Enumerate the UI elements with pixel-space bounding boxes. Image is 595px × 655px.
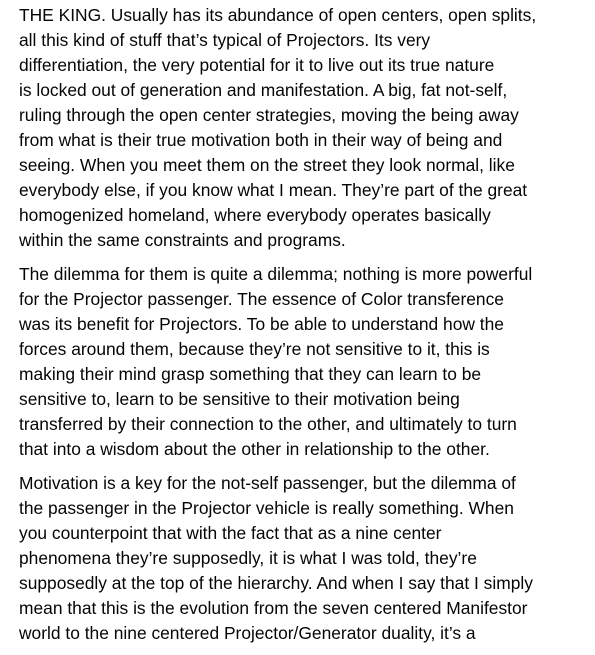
- text-line: ruling through the open center strategies, moving the being away: [19, 105, 519, 125]
- text-line: sensitive to, learn to be sensitive to their motivation being: [19, 389, 460, 409]
- text-line: The dilemma for them is quite a dilemma; nothing is more powerful: [19, 264, 533, 284]
- text-line: forces around them, because they’re not sensitive to it, this is: [19, 339, 490, 359]
- text-line: THE KING. Usually has its abundance of open centers, open splits,: [19, 5, 537, 25]
- text-line: homogenized homeland, where everybody operates basically: [19, 205, 491, 225]
- text-line: world to the nine centered Projector/Generator duality, it’s a: [19, 623, 476, 643]
- text-line: supposedly at the top of the hierarchy. And when I say that I simply: [19, 573, 533, 593]
- post-body: [19, 3, 589, 655]
- text-line: for the Projector passenger. The essence of Color transference: [19, 289, 504, 309]
- text-line: you counterpoint that with the fact that as a nine center: [19, 523, 442, 543]
- paragraph-2: [19, 262, 589, 462]
- text-line: all this kind of stuff that’s typical of Projectors. Its very: [19, 30, 431, 50]
- text-line: was its benefit for Projectors. To be able to understand how the: [19, 314, 504, 334]
- text-line: the passenger in the Projector vehicle is really something. When: [19, 498, 514, 518]
- text-line: differentiation, the very potential for it to live out its true nature: [19, 55, 495, 75]
- text-line: mean that this is the evolution from the seven centered Manifestor: [19, 598, 528, 618]
- text-line: making their mind grasp something that they can learn to be: [19, 364, 482, 384]
- text-line: within the same constraints and programs.: [19, 230, 346, 250]
- text-line: phenomena they’re supposedly, it is what I was told, they’re: [19, 548, 477, 568]
- paragraph-1: [19, 3, 589, 253]
- text-line: from what is their true motivation both in their way of being and: [19, 130, 503, 150]
- text-line: is locked out of generation and manifestation. A big, fat not-self,: [19, 80, 508, 100]
- paragraph-3: [19, 471, 589, 646]
- text-line: seeing. When you meet them on the street they look normal, like: [19, 155, 515, 175]
- text-line: Motivation is a key for the not-self passenger, but the dilemma of: [19, 473, 516, 493]
- text-line: everybody else, if you know what I mean. They’re part of the great: [19, 180, 528, 200]
- text-line: transferred by their connection to the other, and ultimately to turn: [19, 414, 517, 434]
- text-line: that into a wisdom about the other in relationship to the other.: [19, 439, 490, 459]
